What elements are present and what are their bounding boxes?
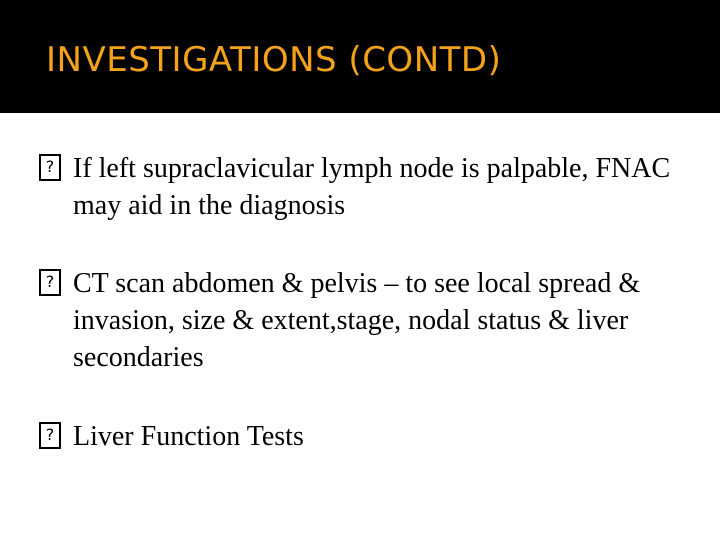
bullet-text: If left supraclavicular lymph node is palpable, FNAC may aid in the diagnosis <box>73 153 671 221</box>
bullet-text: CT scan abdomen & pelvis – to see local spread & invasion, size & extent,stage, nodal status & liver secondaries <box>73 268 641 373</box>
title-bar <box>0 0 720 113</box>
missing-glyph-icon <box>39 154 61 181</box>
bullet-item <box>39 418 699 455</box>
missing-glyph-icon <box>39 422 61 449</box>
bullet-item <box>39 150 699 224</box>
bullet-text: Liver Function Tests <box>73 421 304 452</box>
slide-title: INVESTIGATIONS (CONTD) <box>46 40 502 80</box>
bullet-item <box>39 265 699 376</box>
missing-glyph-icon <box>39 269 61 296</box>
